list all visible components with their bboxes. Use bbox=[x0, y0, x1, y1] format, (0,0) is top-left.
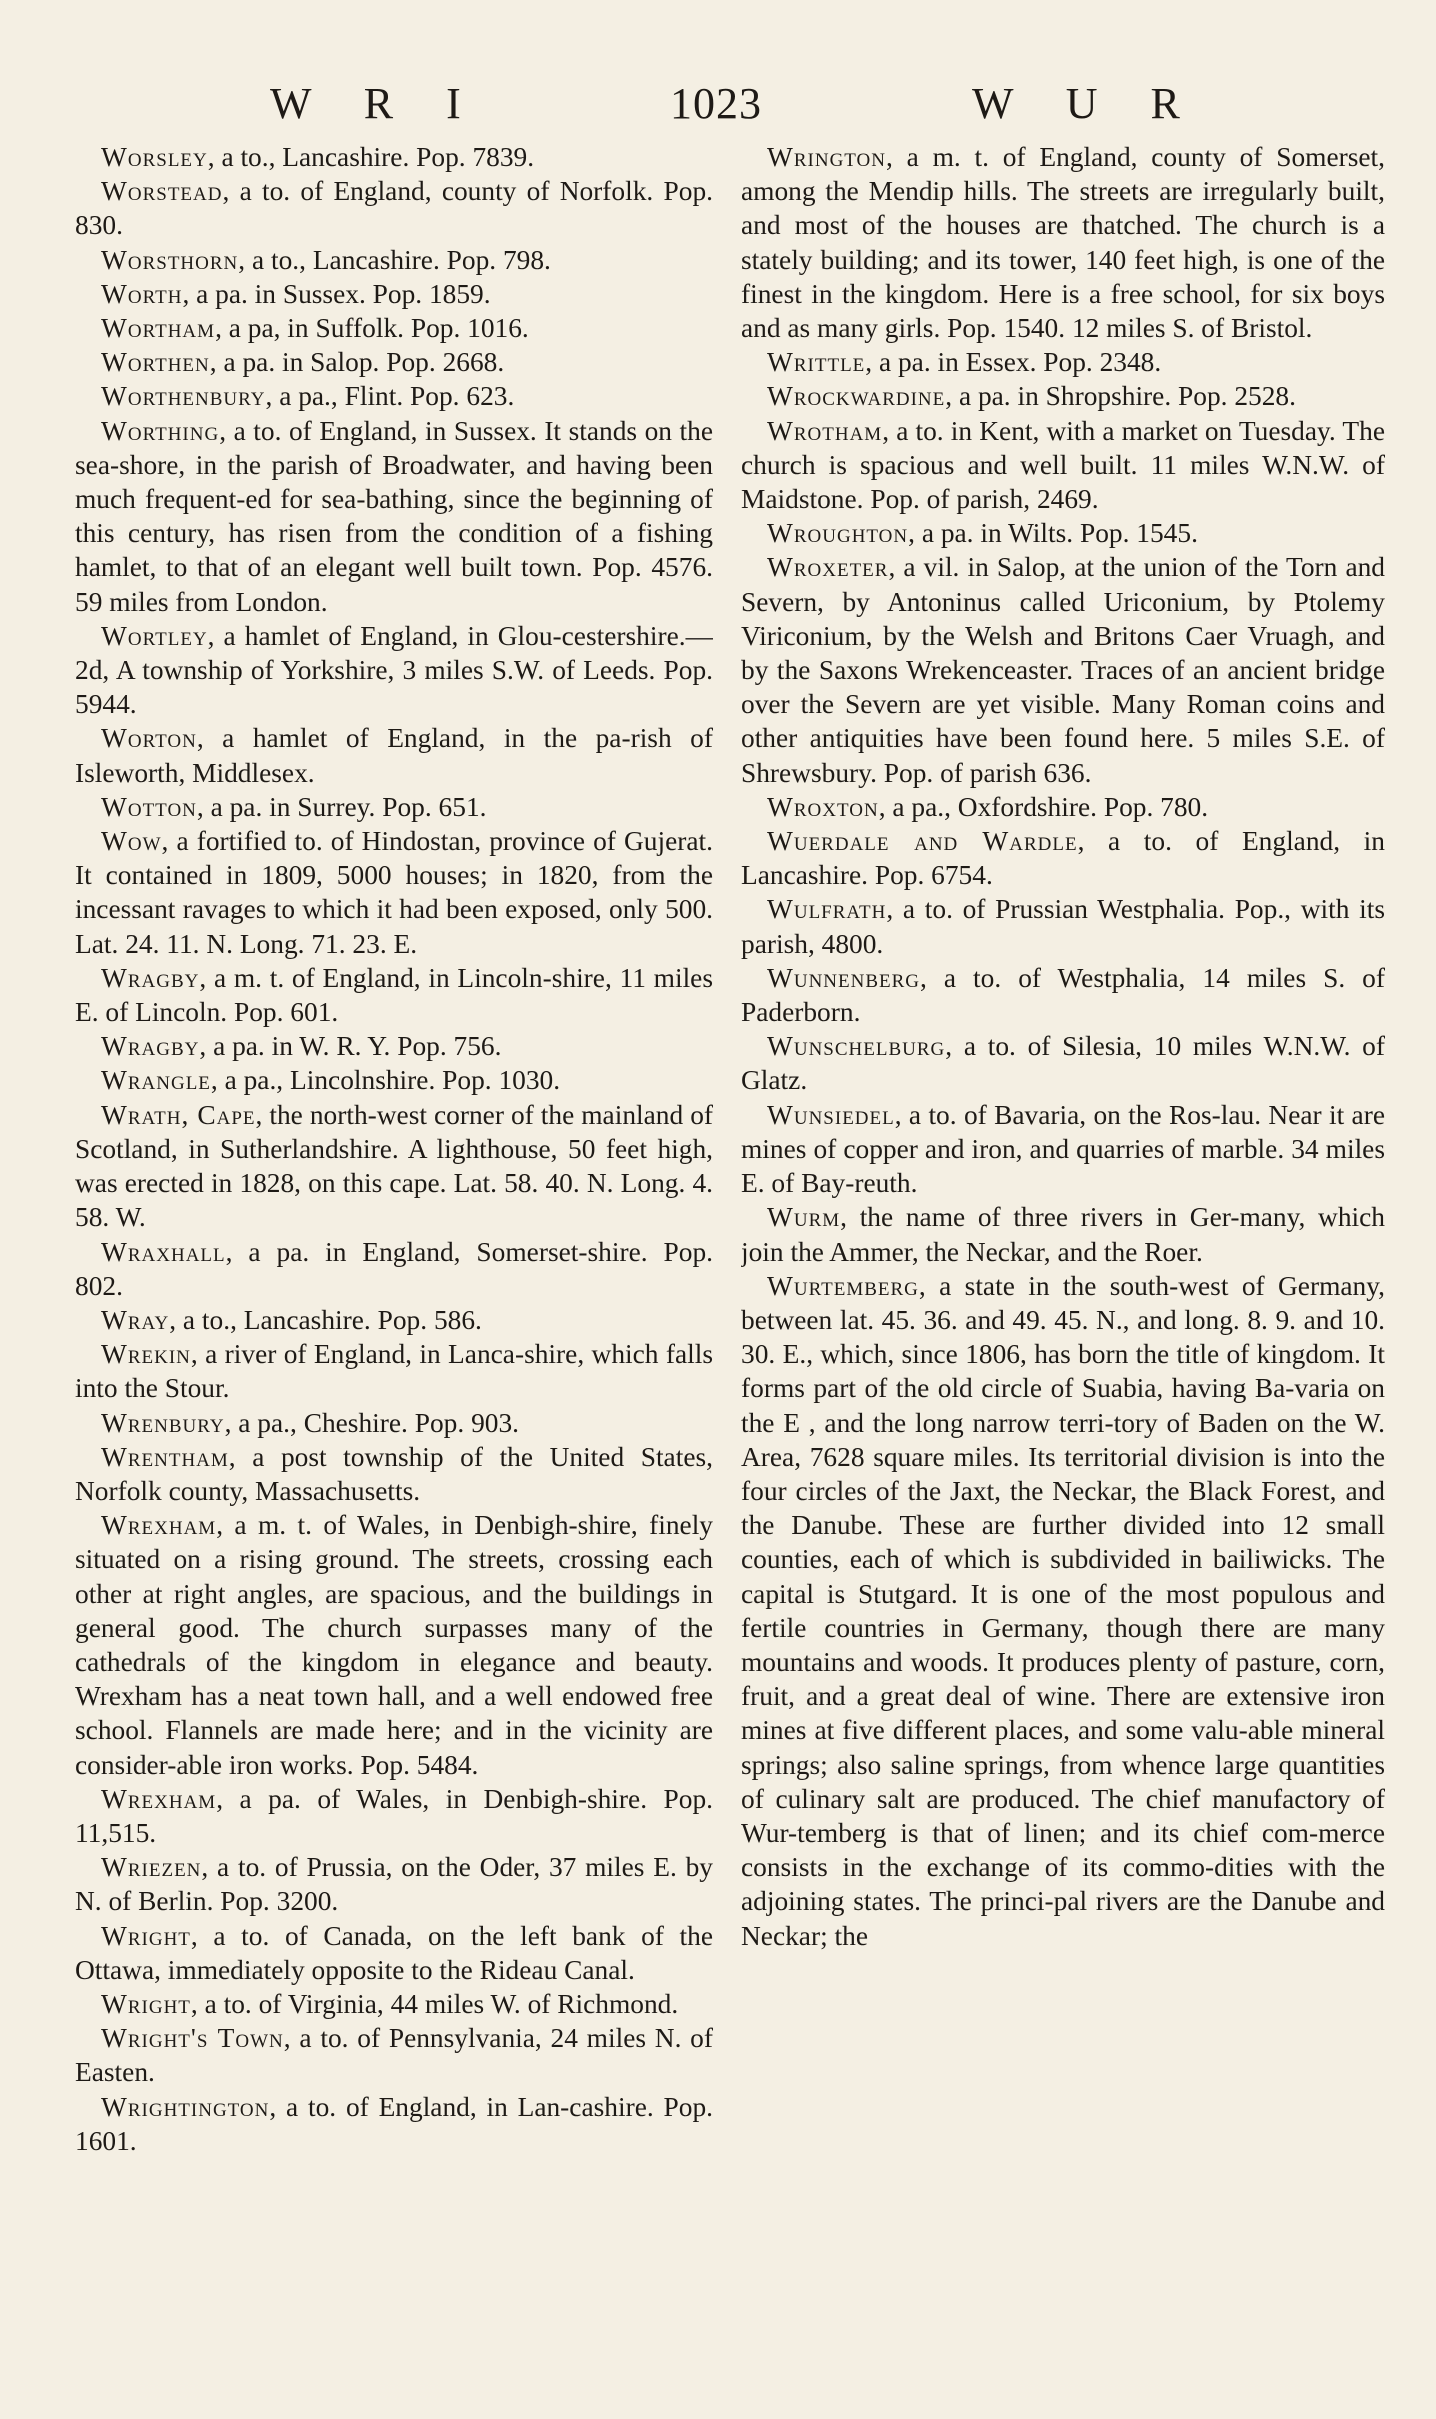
entry-headword: Wragby bbox=[101, 1031, 200, 1062]
gazetteer-entry bbox=[741, 345, 1385, 379]
entry-text: , a to. of England, county of Norfolk. Pop. 830. bbox=[75, 176, 713, 241]
gazetteer-entry bbox=[741, 516, 1385, 550]
entry-text: , a to. in Kent, with a market on Tuesday. The church is spacious and well built. 11 miles W.N.W. of Maidstone. Pop. of parish, 2469. bbox=[741, 415, 1385, 515]
entry-text: , the name of three rivers in Ger-many, which join the Ammer, the Neckar, and the Roer. bbox=[741, 1202, 1385, 1267]
gazetteer-entry bbox=[75, 619, 713, 722]
entry-headword: Wroxeter bbox=[767, 552, 889, 583]
entry-text: , a post township of the United States, Norfolk county, Massachusetts. bbox=[75, 1441, 713, 1506]
entry-headword: Wright bbox=[101, 1988, 191, 2019]
gazetteer-entry bbox=[75, 1303, 713, 1337]
entry-text: , a to., Lancashire. Pop. 798. bbox=[238, 244, 551, 275]
entry-headword: Wurm bbox=[767, 1202, 841, 1233]
gazetteer-entry bbox=[75, 1440, 713, 1508]
entry-headword: Wroughton bbox=[767, 518, 909, 549]
entry-text: , the north-west corner of the mainland of Scotland, in Sutherlandshire. A lighthouse, 50 feet high, was erected in 1828, on this cape. Lat. 58. 40. N. Long. 4. 58. W. bbox=[75, 1099, 713, 1233]
entry-text: , a to. of Bavaria, on the Ros-lau. Near it are mines of copper and iron, and quarries of marble. 34 miles E. of Bay-reuth. bbox=[741, 1099, 1385, 1199]
entry-headword: Wrotham bbox=[767, 415, 883, 446]
entry-text: , a to. of Pennsylvania, 24 miles N. of Easten. bbox=[75, 2023, 713, 2088]
entry-headword: Wrentham bbox=[101, 1441, 229, 1472]
entry-headword: Worthenbury bbox=[101, 381, 266, 412]
gazetteer-entry bbox=[741, 961, 1385, 1029]
gazetteer-entry bbox=[75, 1063, 713, 1097]
entry-text: , a river of England, in Lanca-shire, which falls into the Stour. bbox=[75, 1339, 713, 1404]
running-header bbox=[0, 78, 1436, 138]
gazetteer-entry bbox=[75, 414, 713, 619]
entry-text: , a vil. in Salop, at the union of the Torn and Severn, by Antoninus called Uriconium, by Ptolemy Viriconium, by the Welsh and Britons Caer Vruagh, and by the Saxons Wrekenceaster. Traces of an ancient bridge over the Severn are yet visible. Many Roman coins and other antiquities have been found here. 5 miles S.E. of Shrewsbury. Pop. of parish 636. bbox=[741, 552, 1385, 788]
entry-text: , a pa. in Essex. Pop. 2348. bbox=[865, 347, 1162, 378]
entry-text: , a pa. of Wales, in Denbigh-shire. Pop. 11,515. bbox=[75, 1783, 713, 1848]
gazetteer-entry bbox=[741, 379, 1385, 413]
entry-headword: Worthing bbox=[101, 415, 220, 446]
entry-headword: Wrath, Cape bbox=[101, 1099, 256, 1130]
gazetteer-entry bbox=[75, 1406, 713, 1440]
gazetteer-entry bbox=[75, 1987, 713, 2021]
entry-headword: Wrockwardine bbox=[767, 381, 946, 412]
entry-text: , a hamlet of England, in Glou-cestershire.—2d, A township of Yorkshire, 3 miles S.W. of Leeds. Pop. 5944. bbox=[75, 620, 713, 720]
entry-text: , a pa. in Surrey. Pop. 651. bbox=[196, 791, 487, 822]
entry-headword: Worton bbox=[101, 723, 197, 754]
entry-text: , a to., Lancashire. Pop. 7839. bbox=[207, 142, 535, 172]
gazetteer-entry bbox=[741, 140, 1385, 345]
entry-headword: Wrexham bbox=[101, 1510, 217, 1541]
entry-text: , a pa., Oxfordshire. Pop. 780. bbox=[878, 791, 1209, 822]
entry-text: , a to. of Canada, on the left bank of the Ottawa, immediately opposite to the Rideau Canal. bbox=[75, 1920, 713, 1985]
entry-text: , a m. t. of England, county of Somerset, among the Mendip hills. The streets are irregularly built, and most of the houses are thatched. The church is a stately building; and its tower, 140 feet high, is one of the finest in the kingdom. Here is a free school, for six boys and as many girls. Pop. 1540. 12 miles S. of Bristol. bbox=[741, 142, 1385, 344]
entry-headword: Worsthorn bbox=[101, 244, 239, 275]
entry-text: , a pa. in W. R. Y. Pop. 756. bbox=[199, 1031, 502, 1062]
entry-headword: Wrenbury bbox=[101, 1407, 225, 1438]
gazetteer-entry bbox=[741, 1029, 1385, 1097]
entry-headword: Wortley bbox=[101, 620, 208, 651]
entry-text: , a pa. in Wilts. Pop. 1545. bbox=[908, 518, 1198, 549]
entry-text: , a pa., Lincolnshire. Pop. 1030. bbox=[210, 1065, 561, 1096]
entry-headword: Wright's Town bbox=[101, 2023, 284, 2054]
header-left-letters: W R I bbox=[270, 79, 465, 128]
page-number: 1023 bbox=[670, 79, 762, 128]
gazetteer-entry bbox=[741, 790, 1385, 824]
entry-text: , a to. of Prussian Westphalia. Pop., with its parish, 4800. bbox=[741, 894, 1385, 959]
entry-headword: Wunnenberg bbox=[767, 962, 921, 993]
gazetteer-entry bbox=[75, 1098, 713, 1235]
entry-text: , a state in the south-west of Germany, between lat. 45. 36. and 49. 45. N., and long. 8. 9. and 10. 30. E., which, since 1806, has born the title of kingdom. It forms part of the old circle of Suabia, having Ba-varia on the E , and the long narrow terri-tory of Baden on the W. Area, 7628 square miles. Its territorial division is into the four circles of the Jaxt, the Neckar, the Black Forest, and the Danube. These are further divided into 12 small counties, each of which is subdivided in bailiwicks. The capital is Stutgard. It is one of the most populous and fertile countries in Germany, though there are many mountains and woods. It produces plenty of pasture, corn, fruit, and a great deal of wine. There are extensive iron mines at five different places, and some valu-able mineral springs; also saline springs, from whence large quantities of culinary salt are produced. The chief manufactory of Wur-temberg is that of linen; and its chief com-merce consists in the exchange of its commo-dities with the adjoining states. The princi-pal rivers are the Danube and Neckar; the bbox=[741, 1270, 1385, 1951]
entry-headword: Wright bbox=[101, 1920, 191, 1951]
gazetteer-entry bbox=[741, 414, 1385, 517]
entry-text: , a m. t. of Wales, in Denbigh-shire, finely situated on a rising ground. The streets, crossing each other at right angles, are spacious, and the buildings in general good. The church surpasses many of the cathedrals of the kingdom in elegance and beauty. Wrexham has a neat town hall, and a well endowed free school. Flannels are made here; and in the vicinity are consider-able iron works. Pop. 5484. bbox=[75, 1510, 713, 1780]
entry-text: , a hamlet of England, in the pa-rish of Isleworth, Middlesex. bbox=[75, 723, 713, 788]
gazetteer-entry bbox=[75, 311, 713, 345]
gazetteer-entry bbox=[75, 1029, 713, 1063]
entry-headword: Wray bbox=[101, 1304, 170, 1335]
entry-text: , a pa., Cheshire. Pop. 903. bbox=[224, 1407, 520, 1438]
gazetteer-entry bbox=[75, 824, 713, 961]
entry-headword: Wow bbox=[101, 826, 162, 857]
entry-headword: Wurtemberg bbox=[767, 1270, 919, 1301]
entry-text: , a pa. in Sussex. Pop. 1859. bbox=[182, 278, 491, 309]
gazetteer-entry bbox=[75, 379, 713, 413]
entry-headword: Worth bbox=[101, 278, 183, 309]
entry-headword: Wulfrath bbox=[767, 894, 887, 925]
entry-text: , a to. of Virginia, 44 miles W. of Richmond. bbox=[190, 1988, 679, 2019]
gazetteer-entry bbox=[741, 892, 1385, 960]
entry-headword: Wrington bbox=[767, 142, 887, 172]
gazetteer-entry bbox=[75, 2090, 713, 2158]
gazetteer-entry bbox=[75, 277, 713, 311]
right-column bbox=[741, 140, 1385, 2390]
entry-headword: Wriezen bbox=[101, 1852, 202, 1883]
entry-text: , a pa, in Suffolk. Pop. 1016. bbox=[215, 313, 529, 344]
gazetteer-entry bbox=[75, 790, 713, 824]
entry-headword: Wrightington bbox=[101, 2091, 270, 2122]
entry-headword: Wraxhall bbox=[101, 1236, 226, 1267]
gazetteer-entry bbox=[75, 1337, 713, 1405]
gazetteer-entry bbox=[75, 174, 713, 242]
entry-headword: Wragby bbox=[101, 962, 200, 993]
entry-headword: Worstead bbox=[101, 176, 223, 207]
entry-text: , a pa., Flint. Pop. 623. bbox=[265, 381, 515, 412]
gazetteer-entry bbox=[75, 2021, 713, 2089]
gazetteer-entry bbox=[75, 721, 713, 789]
left-column bbox=[75, 140, 713, 2390]
gazetteer-entry bbox=[741, 550, 1385, 789]
gazetteer-entry bbox=[741, 1269, 1385, 1953]
entry-text: , a to., Lancashire. Pop. 586. bbox=[169, 1304, 482, 1335]
gazetteer-entry bbox=[75, 243, 713, 277]
entry-headword: Wrangle bbox=[101, 1065, 211, 1096]
gazetteer-entry bbox=[75, 1235, 713, 1303]
entry-text: , a pa. in England, Somerset-shire. Pop. 802. bbox=[75, 1236, 713, 1301]
gazetteer-entry bbox=[75, 1782, 713, 1850]
entry-text: , a to. of Silesia, 10 miles W.N.W. of Glatz. bbox=[741, 1031, 1385, 1096]
entry-headword: Worsley bbox=[101, 142, 208, 172]
gazetteer-entry bbox=[741, 1098, 1385, 1201]
entry-headword: Wrekin bbox=[101, 1339, 191, 1370]
gazetteer-entry bbox=[75, 1850, 713, 1918]
entry-headword: Wuerdale and Wardle bbox=[767, 826, 1078, 857]
gazetteer-entry bbox=[75, 140, 713, 174]
gazetteer-entry bbox=[741, 1200, 1385, 1268]
entry-headword: Wunsiedel bbox=[767, 1099, 895, 1130]
entry-text: , a to. of England, in Lan-cashire. Pop. 1601. bbox=[75, 2091, 713, 2156]
entry-text: , a to. of England, in Lancashire. Pop. 6754. bbox=[741, 826, 1385, 891]
entry-text: , a to. of Westphalia, 14 miles S. of Paderborn. bbox=[741, 962, 1385, 1028]
entry-headword: Writtle bbox=[767, 347, 866, 378]
gazetteer-entry bbox=[741, 824, 1385, 892]
entry-text: , a pa. in Salop. Pop. 2668. bbox=[209, 347, 505, 378]
entry-text: , a fortified to. of Hindostan, province of Gujerat. It contained in 1809, 5000 houses; in 1820, from the incessant ravages to which it had been exposed, only 500. Lat. 24. 11. N. Long. 71. 23. E. bbox=[75, 826, 713, 959]
entry-text: , a to. of England, in Sussex. It stands on the sea-shore, in the parish of Broadwater, and having been much frequent-ed for sea-bathing, since the beginning of this century, has risen from the condition of a fishing hamlet, to that of an elegant well built town. Pop. 4576. 59 miles from London. bbox=[75, 415, 713, 617]
entry-text: , a m. t. of England, in Lincoln-shire, 11 miles E. of Lincoln. Pop. 601. bbox=[75, 962, 713, 1028]
gazetteer-entry bbox=[75, 345, 713, 379]
gazetteer-entry bbox=[75, 1508, 713, 1782]
entry-headword: Wroxton bbox=[767, 791, 879, 822]
gazetteer-entry bbox=[75, 961, 713, 1029]
entry-headword: Wrexham bbox=[101, 1783, 217, 1814]
gazetteer-entry bbox=[75, 1919, 713, 1987]
entry-text: , a pa. in Shropshire. Pop. 2528. bbox=[945, 381, 1296, 412]
header-right-letters: W U R bbox=[972, 79, 1184, 128]
entry-headword: Wotton bbox=[101, 791, 197, 822]
entry-text: , a to. of Prussia, on the Oder, 37 miles E. by N. of Berlin. Pop. 3200. bbox=[75, 1852, 713, 1917]
entry-headword: Worthen bbox=[101, 347, 210, 378]
entry-headword: Wortham bbox=[101, 313, 216, 344]
entry-headword: Wunschelburg bbox=[767, 1031, 946, 1062]
